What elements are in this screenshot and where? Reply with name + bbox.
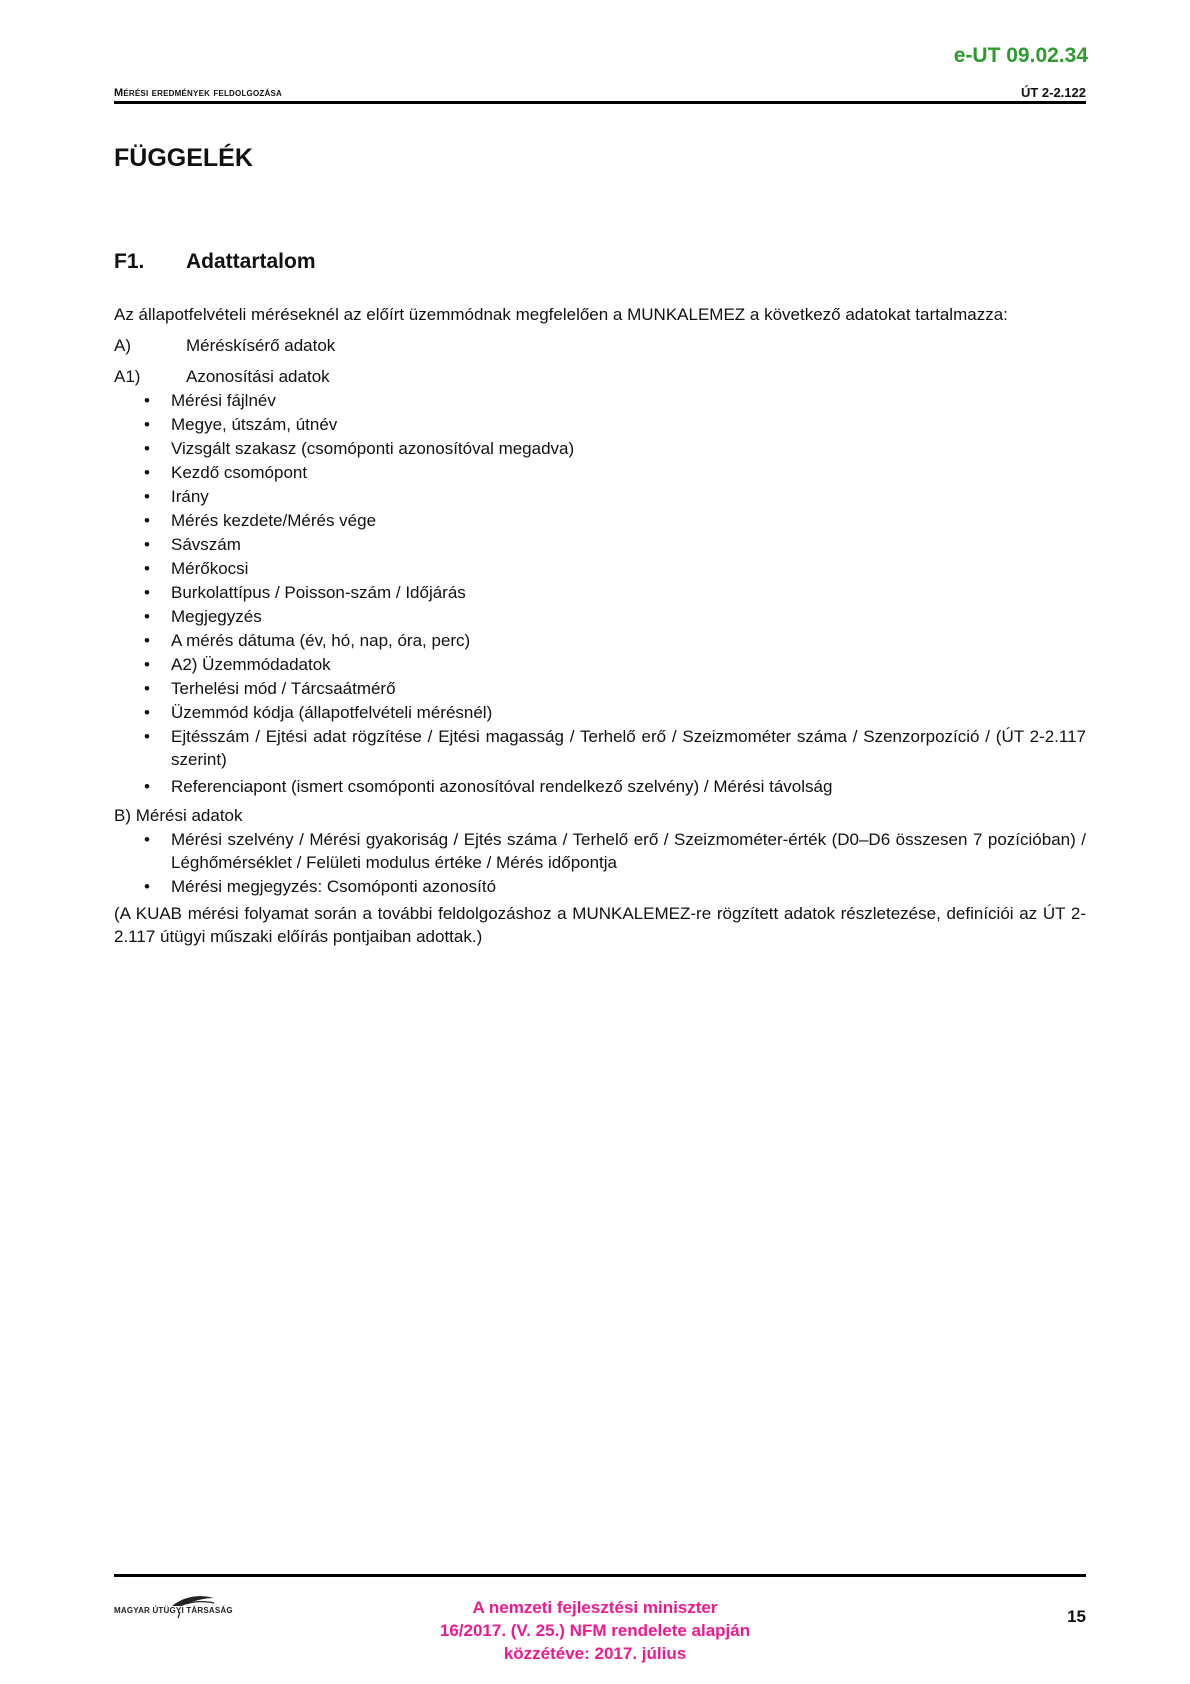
page-number: 15	[1067, 1607, 1086, 1626]
bullet-icon: •	[144, 439, 150, 458]
list-item: • Mérés kezdete/Mérés vége	[144, 511, 377, 530]
list-item: • A mérés dátuma (év, hó, nap, óra, perc)	[144, 631, 471, 650]
bullet-icon: •	[144, 679, 150, 698]
group-a-text: Méréskísérő adatok	[186, 336, 336, 355]
group-b-heading	[114, 804, 1086, 827]
list-item: • Irány	[144, 487, 209, 506]
closing-paragraph: (A KUAB mérési folyamat során a további feldolgozáshoz a MUNKALEMEZ-re rögzített adatok részletezése, definíciói az ÚT 2-2.117 útügyi műszaki előírás pontjaiban adottak.)	[114, 904, 1086, 946]
bullet-icon: •	[144, 415, 150, 434]
list-item: • Megye, útszám, útnév	[144, 415, 338, 434]
list-item: • Megjegyzés	[144, 607, 262, 626]
footer-line-3: közzétéve: 2017. július	[503, 1644, 687, 1663]
group-b-list	[114, 828, 1086, 898]
bullet-icon: •	[144, 511, 150, 530]
society-logo-text: MAGYAR ÚTÜGYI TÁRSASÁG	[114, 1606, 233, 1615]
group-a1-heading	[114, 365, 1086, 388]
list-item: • Mérési szelvény / Mérési gyakoriság / Ejtés száma / Terhelő erő / Szeizmométer-érték (D0–D6 összesen 7 pozícióban) / Léghőmérséklet / Felületi modulus értéke / Mérés időpontja	[144, 830, 1086, 872]
bullet-icon: •	[144, 703, 150, 722]
list-item: • Terhelési mód / Tárcsaátmérő	[144, 679, 396, 698]
bullet-icon: •	[144, 655, 150, 674]
header-rule	[114, 101, 1086, 104]
bullet-icon: •	[144, 727, 150, 746]
running-header-title: Mérési eredmények feldolgozása	[114, 87, 282, 99]
footer-line-1: A nemzeti fejlesztési miniszter	[472, 1598, 718, 1617]
section-heading	[114, 250, 316, 274]
bullet-icon: •	[144, 777, 150, 796]
list-item: • Üzemmód kódja (állapotfelvételi mérésnél)	[144, 703, 493, 722]
list-item: • Kezdő csomópont	[144, 463, 308, 482]
group-a1-list	[114, 389, 1086, 798]
list-item: • Referenciapont (ismert csomóponti azonosítóval rendelkező szelvény) / Mérési távolság	[144, 777, 833, 796]
group-b-label: B) Mérési adatok	[114, 806, 243, 825]
bullet-icon: •	[144, 877, 150, 896]
bullet-icon: •	[144, 391, 150, 410]
list-item: • Mérési fájlnév	[144, 391, 276, 410]
footer-rule	[114, 1574, 1086, 1577]
group-a-heading	[114, 334, 1086, 357]
list-item: • Mérőkocsi	[144, 559, 249, 578]
bullet-icon: •	[144, 583, 150, 602]
list-item: • A2) Üzemmódadatok	[144, 655, 331, 674]
bullet-icon: •	[144, 487, 150, 506]
intro-paragraph: Az állapotfelvételi méréseknél az előírt üzemmódnak megfelelően a MUNKALEMEZ a következő adatokat tartalmazza:	[114, 305, 1008, 324]
bullet-icon: •	[144, 463, 150, 482]
group-a1-text: Azonosítási adatok	[186, 367, 330, 386]
group-a1-label: A1)	[114, 367, 141, 386]
page-title: FÜGGELÉK	[114, 144, 253, 172]
group-a-label: A)	[114, 336, 131, 355]
bullet-icon: •	[144, 631, 150, 650]
bullet-icon: •	[144, 607, 150, 626]
bullet-icon: •	[144, 830, 150, 849]
running-header-standard: ÚT 2-2.122	[1020, 85, 1086, 100]
list-item: • Ejtésszám / Ejtési adat rögzítése / Ejtési magasság / Terhelő erő / Szeizmométer száma / Szenzorpozíció / (ÚT 2-2.117 szerint)	[144, 727, 1086, 769]
body-content	[114, 303, 1086, 956]
list-item: • Burkolattípus / Poisson-szám / Időjárás	[144, 583, 466, 602]
list-item: • Mérési megjegyzés: Csomóponti azonosító	[144, 877, 497, 896]
document-code: e-UT 09.02.34	[953, 44, 1088, 67]
section-number: F1.	[114, 250, 145, 273]
footer-publication-note	[395, 1596, 795, 1665]
list-item: • Vizsgált szakasz (csomóponti azonosítóval megadva)	[144, 439, 575, 458]
footer-line-2: 16/2017. (V. 25.) NFM rendelete alapján	[439, 1621, 751, 1640]
section-title: Adattartalom	[186, 250, 316, 273]
bullet-icon: •	[144, 559, 150, 578]
list-item: • Sávszám	[144, 535, 241, 554]
bullet-icon: •	[144, 535, 150, 554]
